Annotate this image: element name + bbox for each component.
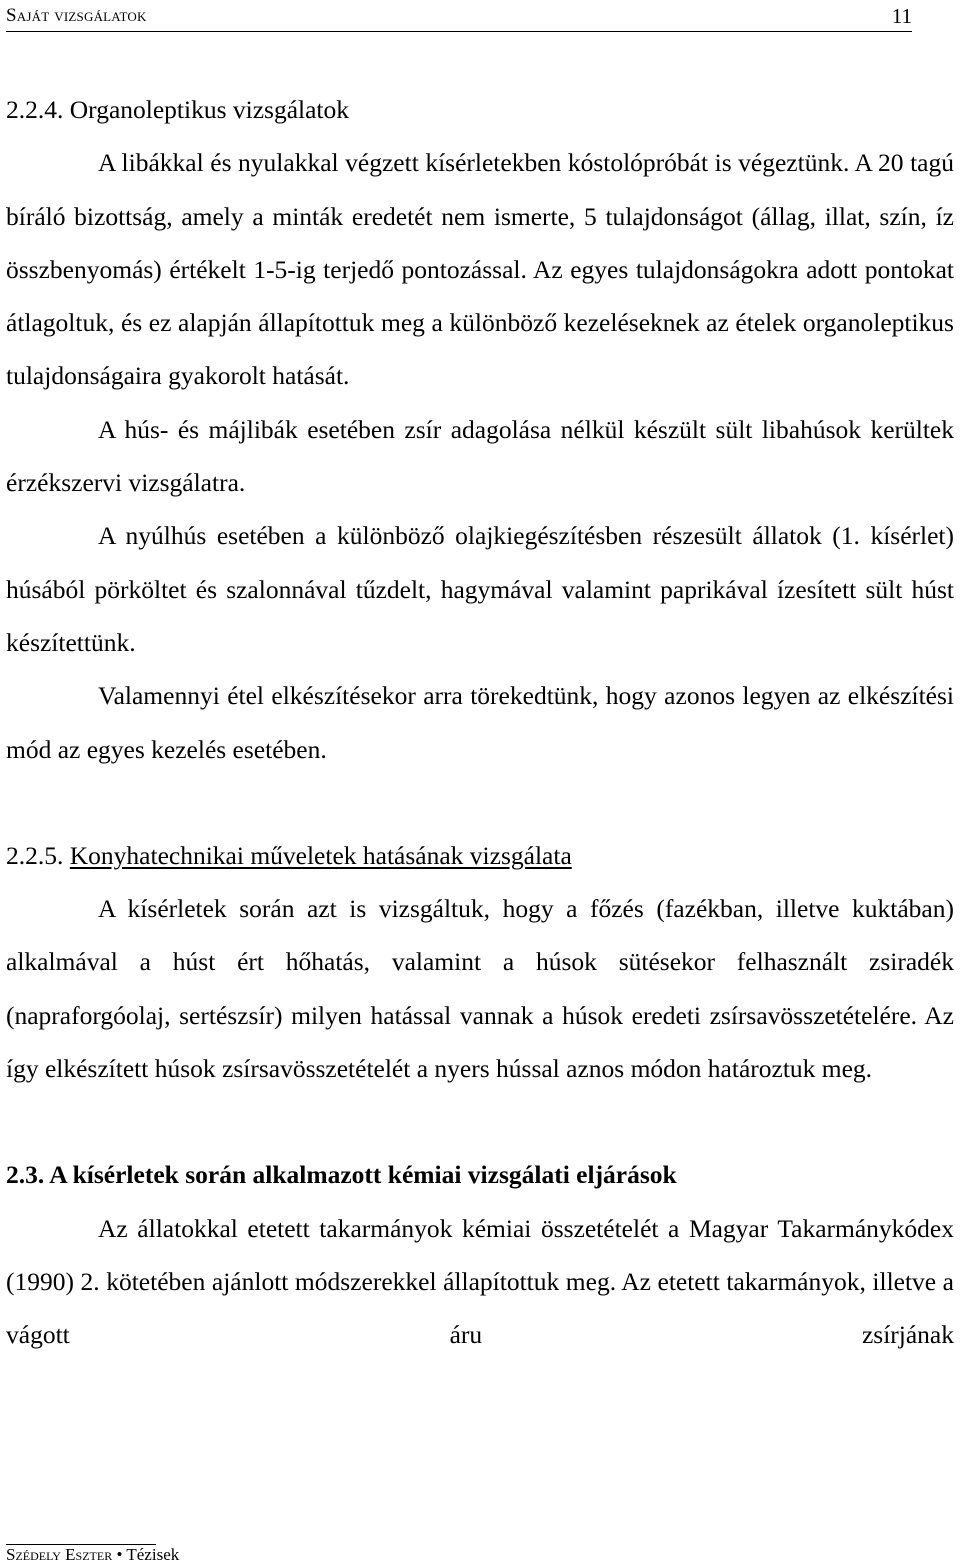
- page-number: 11: [891, 4, 912, 28]
- section-heading-2-3: 2.3. A kísérletek során alkalmazott kémiai vizsgálati eljárások: [6, 1160, 677, 1190]
- footer-author: Szédely Eszter: [6, 1545, 113, 1564]
- footer-bullet: •: [116, 1545, 123, 1564]
- section-heading-2-2-5: [6, 829, 954, 882]
- document-body: [6, 83, 954, 1362]
- footer-label: Tézisek: [126, 1545, 180, 1564]
- running-header-title: Saját vizsgálatok: [6, 5, 147, 26]
- section-heading-2-2-4: 2.2.4. Organoleptikus vizsgálatok: [6, 95, 350, 124]
- running-footer: [6, 1545, 179, 1565]
- section-heading-number: 2.2.5.: [6, 840, 64, 870]
- paragraph: Valamennyi étel elkészítésekor arra törekedtünk, hogy azonos legyen az elkészítési mód az egyes kezelés esetében.: [6, 681, 954, 764]
- paragraph: Az állatokkal etetett takarmányok kémiai összetételét a Magyar Takarmánykódex (1990) 2. kötetében ajánlott módszerekkel állapítottuk meg. Az etetett takarmányok, illetve a vágott áru zsírjának: [6, 1213, 954, 1350]
- spacer: [6, 776, 954, 829]
- running-header: [6, 2, 912, 32]
- spacer: [6, 1095, 954, 1148]
- paragraph: A libákkal és nyulakkal végzett kísérletekben kóstolópróbát is végeztünk. A 20 tagú bíráló bizottság, amely a minták eredetét nem ismerte, 5 tulajdonságot (állag, illat, szín, íz összbenyomás) értékelt 1-5-ig terjedő pontozással. Az egyes tulajdonságokra adott pontokat átlagoltuk, és ez alapján állapítottuk meg a különböző kezeléseknek az ételek organoleptikus tulajdonságaira gyakorolt hatását.: [6, 148, 954, 391]
- paragraph: A kísérletek során azt is vizsgáltuk, hogy a főzés (fazékban, illetve kuktában) alkalmával a húst ért hőhatás, valamint a húsok sütésekor felhasznált zsiradék (napraforgóolaj, sertészsír) milyen hatással vannak a húsok eredeti zsírsavösszetételére. Az így elkészített húsok zsírsavösszetételét a nyers hússal aznos módon határoztuk meg.: [6, 894, 954, 1084]
- paragraph: A nyúlhús esetében a különböző olajkiegészítésben részesült állatok (1. kísérlet) húsából pörköltet és szalonnával tűzdelt, hagymával valamint paprikával ízesített sült húst készítettünk.: [6, 521, 954, 657]
- section-heading-text: Konyhatechnikai műveletek hatásának vizsgálata: [69, 840, 572, 870]
- paragraph: A hús- és májlibák esetében zsír adagolása nélkül készült sült libahúsok kerültek érzékszervi vizsgálatra.: [6, 414, 954, 498]
- header-rule: [6, 31, 912, 32]
